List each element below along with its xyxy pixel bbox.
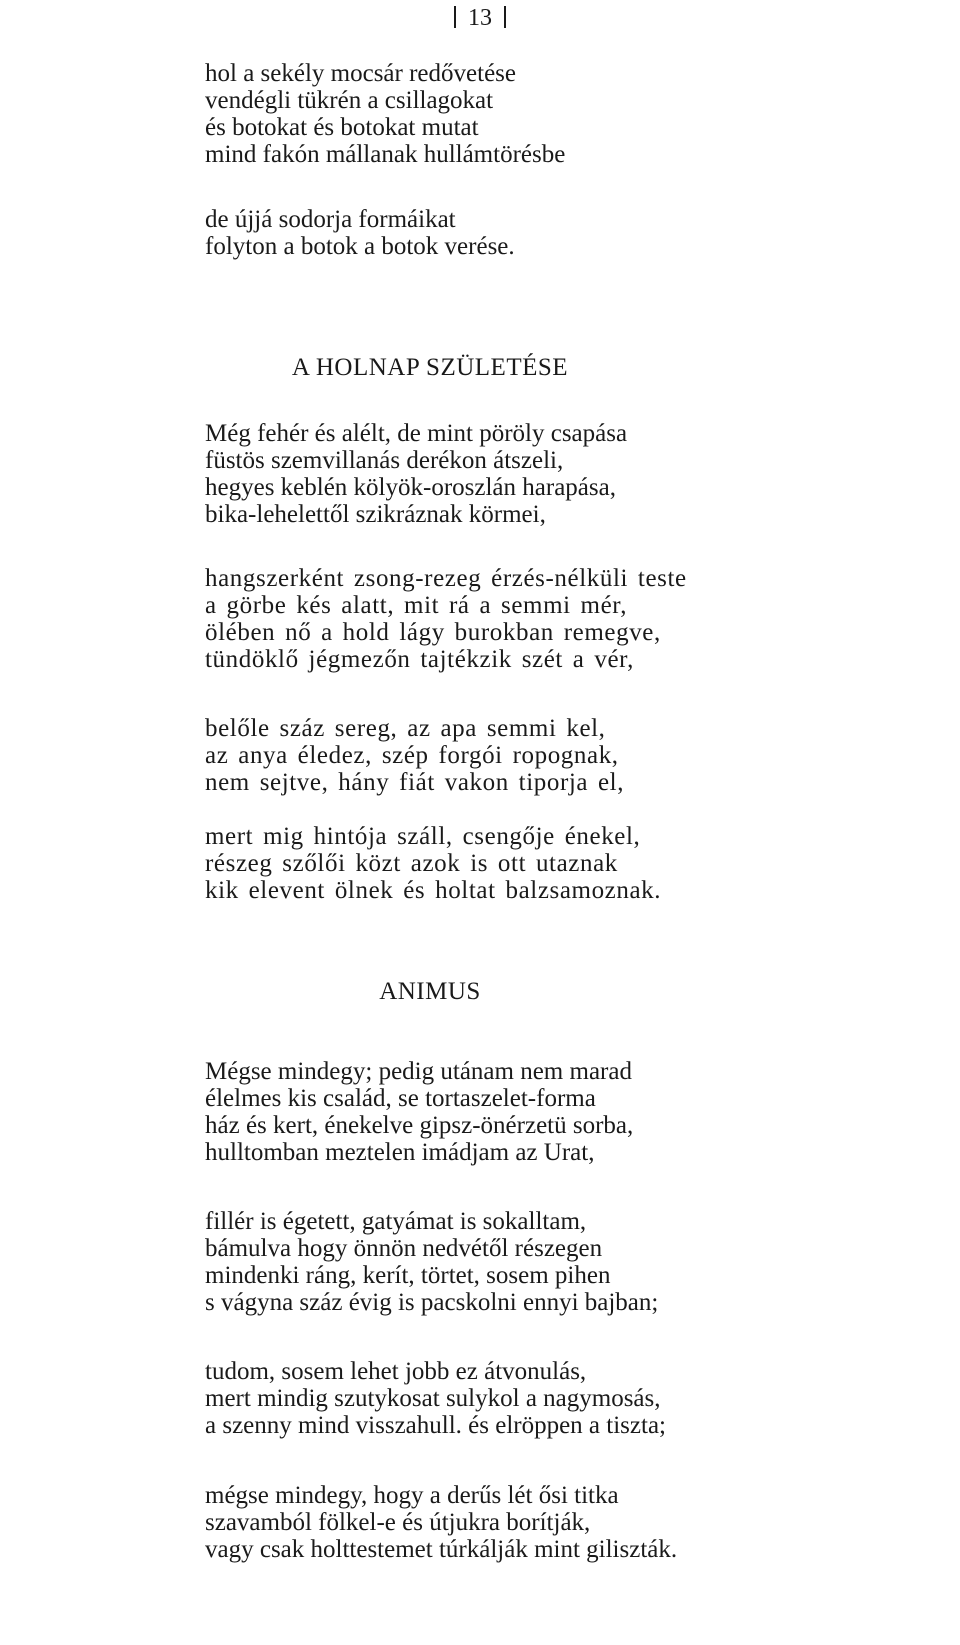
poem-line: és botokat és botokat mutat <box>205 114 479 141</box>
poem1-stanza-1 <box>205 420 925 528</box>
intro-stanza-1 <box>205 60 925 168</box>
poem-line: a szenny mind visszahull. és elröppen a tiszta; <box>205 1412 666 1439</box>
poem2-stanza-3 <box>205 1358 925 1439</box>
poem-title: A HOLNAP SZÜLETÉSE <box>291 354 569 381</box>
poem1-stanza-4 <box>205 823 925 904</box>
poem-line: mind fakón mállanak hullámtörésbe <box>205 141 566 168</box>
poem-line: vendégli tükrén a csillagokat <box>205 87 494 114</box>
poem-line: a görbe kés alatt, mit rá a semmi mér, <box>205 592 628 619</box>
poem-line: ölében nő a hold lágy burokban remegve, <box>205 619 661 646</box>
page-number-left-rule <box>454 6 456 28</box>
poem-line: de újjá sodorja formáikat <box>205 206 456 233</box>
poem-line: mégse mindegy, hogy a derűs lét ősi titka <box>205 1482 619 1509</box>
poem-line: folyton a botok a botok verése. <box>205 233 515 260</box>
page-number-right-rule <box>504 6 506 28</box>
poem2-stanza-1 <box>205 1058 925 1166</box>
poem-line: nem sejtve, hány fiát vakon tiporja el, <box>205 769 625 796</box>
poem-line: Mégse mindegy; pedig utánam nem marad <box>205 1058 632 1085</box>
poem2-stanza-4 <box>205 1482 925 1563</box>
poem1-stanza-2 <box>205 565 925 673</box>
poem2-stanza-2 <box>205 1208 925 1316</box>
intro-stanza-2 <box>205 206 925 260</box>
poem1-stanza-3 <box>205 715 925 796</box>
poem-line: bámulva hogy önnön nedvétől részegen <box>205 1235 603 1262</box>
poem-line: hangszerként zsong-rezeg érzés-nélküli teste <box>205 565 687 592</box>
poem-line: mert mig hintója száll, csengője énekel, <box>205 823 641 850</box>
poem-line: élelmes kis család, se tortaszelet-forma <box>205 1085 596 1112</box>
poem-line: kik elevent ölnek és holtat balzsamoznak. <box>205 877 662 904</box>
poem-title: ANIMUS <box>379 978 481 1005</box>
poem-line: tudom, sosem lehet jobb ez átvonulás, <box>205 1358 587 1385</box>
poem-line: ház és kert, énekelve gipsz-önérzetü sorba, <box>205 1112 634 1139</box>
poem-line: füstös szemvillanás derékon átszeli, <box>205 447 564 474</box>
poem-line: Még fehér és alélt, de mint pöröly csapása <box>205 420 628 447</box>
page-number <box>0 4 960 32</box>
poem-line: mindenki ráng, kerít, törtet, sosem pihen <box>205 1262 611 1289</box>
poem-line: az anya éledez, szép forgói ropognak, <box>205 742 619 769</box>
poem-line: mert mindig szutykosat sulykol a nagymosás, <box>205 1385 661 1412</box>
poem-line: szavamból fölkel-e és útjukra borítják, <box>205 1509 591 1536</box>
poem-line: részeg szőlői közt azok is ott utaznak <box>205 850 618 877</box>
poem-line: bika-lehelettől szikráznak körmei, <box>205 501 546 528</box>
poem-line: hol a sekély mocsár redővetése <box>205 60 516 87</box>
poem-line: vagy csak holttestemet túrkálják mint giliszták. <box>205 1536 678 1563</box>
poem-line: fillér is égetett, gatyámat is sokalltam, <box>205 1208 587 1235</box>
poem-line: s vágyna száz évig is pacskolni ennyi bajban; <box>205 1289 659 1316</box>
poem-line: belőle száz sereg, az apa semmi kel, <box>205 715 606 742</box>
poem-line: hulltomban meztelen imádjam az Urat, <box>205 1139 595 1166</box>
page-number-text: 13 <box>468 5 492 31</box>
poem-line: tündöklő jégmezőn tajtékzik szét a vér, <box>205 646 634 673</box>
poem-line: hegyes keblén kölyök-oroszlán harapása, <box>205 474 616 501</box>
